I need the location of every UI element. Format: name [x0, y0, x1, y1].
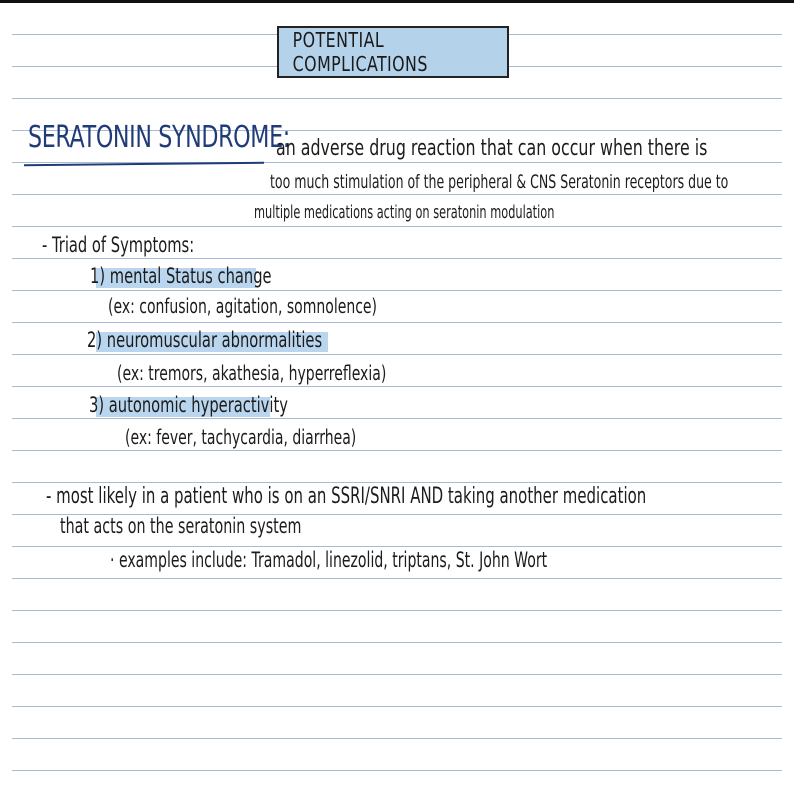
ruled-line — [12, 258, 782, 259]
ruled-line — [12, 194, 782, 195]
ruled-line — [12, 290, 782, 291]
ruled-line — [12, 386, 782, 387]
symptom-examples: (ex: confusion, agitation, somnolence) — [108, 294, 377, 318]
ruled-line — [12, 642, 782, 643]
ruled-line — [12, 578, 782, 579]
symptom-examples: (ex: tremors, akathesia, hyperreflexia) — [117, 361, 387, 385]
symptom-item: 2) neuromuscular abnormalities — [87, 328, 323, 352]
triad-label: - Triad of Symptoms: — [42, 233, 195, 257]
ruled-line — [12, 738, 782, 739]
ruled-line — [12, 450, 782, 451]
title-box — [277, 26, 509, 78]
ruled-line — [12, 322, 782, 323]
ruled-line — [12, 226, 782, 227]
ruled-line — [12, 546, 782, 547]
definition-line: multiple medications acting on seratonin modulation — [254, 202, 555, 223]
ruled-line — [12, 98, 782, 99]
ruled-line — [12, 770, 782, 771]
definition-line: too much stimulation of the peripheral & CNS Seratonin receptors due to — [270, 171, 729, 193]
section-heading: SERATONIN SYNDROME: — [28, 120, 290, 155]
note-line: - most likely in a patient who is on an SSRI/SNRI AND taking another medication — [46, 484, 647, 509]
examples-line: · examples include: Tramadol, linezolid, triptans, St. John Wort — [110, 548, 548, 572]
ruled-line — [12, 482, 782, 483]
definition-line: an adverse drug reaction that can occur when there is — [276, 136, 708, 161]
symptom-item: 1) mental Status change — [90, 264, 272, 288]
top-border — [0, 0, 794, 3]
symptom-examples: (ex: fever, tachycardia, diarrhea) — [125, 425, 357, 449]
ruled-line — [12, 674, 782, 675]
ruled-line — [12, 610, 782, 611]
page-title: POTENTIAL COMPLICATIONS — [292, 28, 428, 76]
ruled-line — [12, 706, 782, 707]
symptom-item: 3) autonomic hyperactivity — [89, 393, 288, 417]
note-line: that acts on the seratonin system — [60, 514, 302, 538]
ruled-line — [12, 354, 782, 355]
ruled-line — [12, 418, 782, 419]
